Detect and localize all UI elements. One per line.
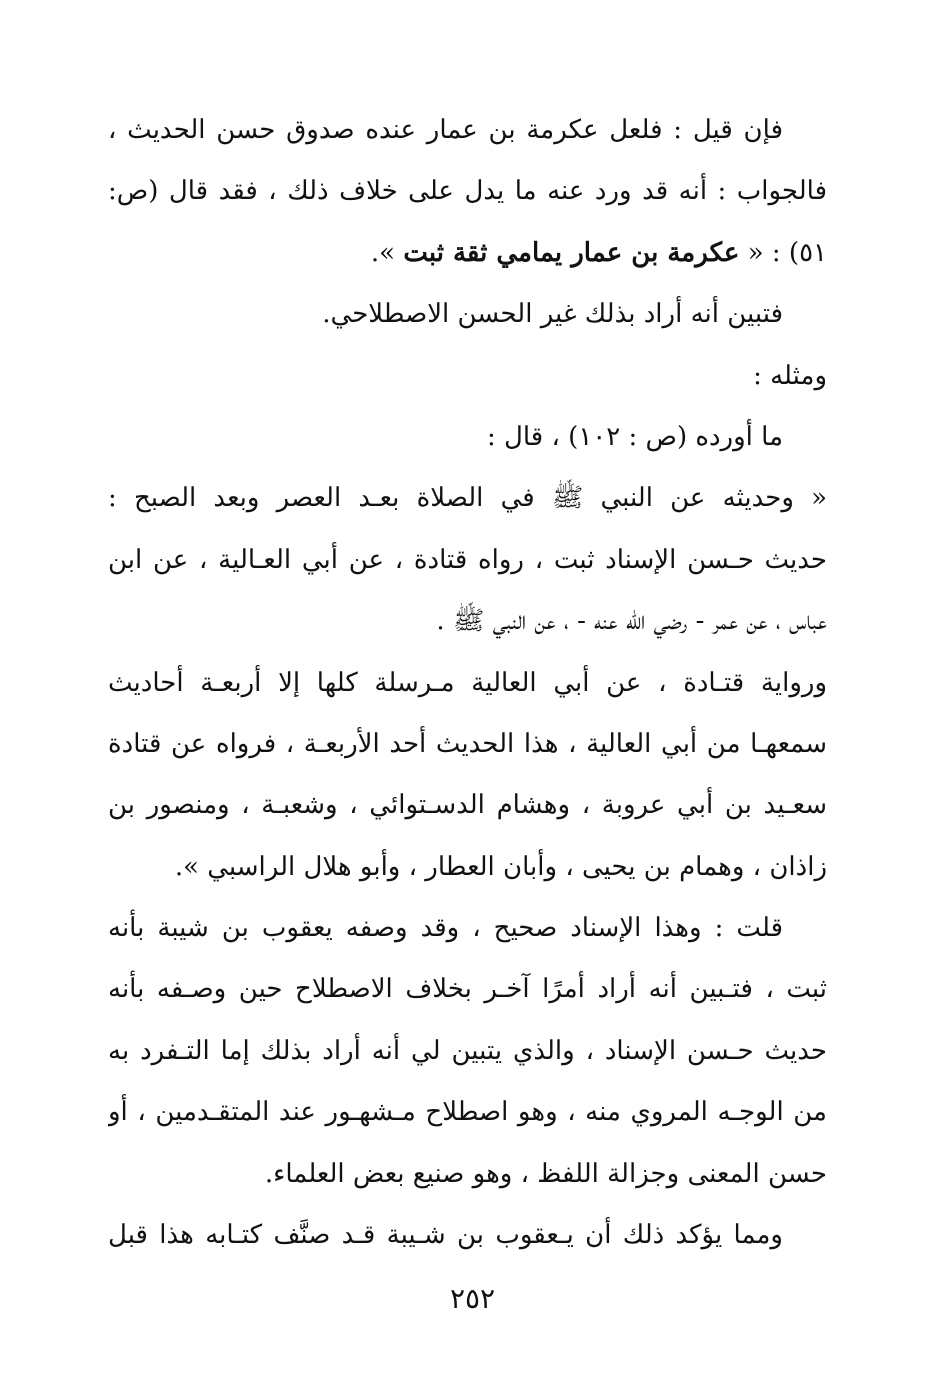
text-line-11: سمعهـا من أبي العالية ، هذا الحديث أحد الأربعـة ، فرواه عن قتادة xyxy=(108,728,827,759)
text-line-15: ثبت ، فتـبين أنه أراد أمرًا آخـر بخلاف الاصطلاح حين وصـفه بأنه xyxy=(108,974,827,1005)
text-line-8: حديث حـسن الإسناد ثبت ، رواه قتادة ، عن أبي العـالية ، عن ابن xyxy=(108,544,827,575)
text-line-2: فالجواب : أنه قد ورد عنه ما يدل على خلاف ذلك ، فقد قال (ص: xyxy=(108,176,827,207)
text-line-1: فإن قيل : فلعل عكرمة بن عمار عنده صدوق حسن الحديث ، xyxy=(108,115,783,145)
body-text xyxy=(108,100,827,1266)
text-line-3-suffix: ». xyxy=(370,237,404,268)
text-line-5: ومثله : xyxy=(753,360,827,391)
text-line-9: عباس ، عن عمر - رضي الله عنه - ، عن النبي ﷺ . xyxy=(436,606,827,637)
text-line-12: سعـيد بن أبي عروبة ، وهشام الدسـتوائي ، وشعبـة ، ومنصور بن xyxy=(108,790,827,821)
text-line-3 xyxy=(108,223,827,284)
text-line-16: حديث حـسن الإسناد ، والذي يتبين لي أنه أراد بذلك إما التـفرد به xyxy=(108,1035,827,1066)
text-line-18: حسن المعنى وجزالة اللفظ ، وهو صنيع بعض العلماء. xyxy=(264,1158,827,1189)
text-line-13: زاذان ، وهمام بن يحيى ، وأبان العطار ، وأبو هلال الراسبي ». xyxy=(174,851,827,882)
text-line-19: ومما يؤكد ذلك أن يـعقوب بن شـيبة قـد صنَّف كتـابه هذا قبل xyxy=(108,1220,783,1251)
text-line-4: فتبين أنه أراد بذلك غير الحسن الاصطلاحي. xyxy=(322,299,783,330)
text-line-14: قلت : وهذا الإسناد صحيح ، وقد وصفه يعقوب بن شيبة بأنه xyxy=(108,913,783,944)
bold-quote: عكرمة بن عمار يمامي ثقة ثبت xyxy=(403,237,740,268)
text-line-17: من الوجـه المروي منه ، وهو اصطلاح مـشهـور عند المتقـدمين ، أو xyxy=(108,1097,827,1128)
text-line-10: ورواية قتـادة ، عن أبي العالية مـرسلة كلها إلا أربعـة أحاديث xyxy=(108,667,827,698)
text-line-6: ما أورده (ص : ١٠٢) ، قال : xyxy=(486,421,783,452)
text-line-3-prefix: ٥١) : « xyxy=(739,237,827,268)
page-number: ٢٥٢ xyxy=(449,1282,496,1315)
text-line-7: « وحديثه عن النبي ﷺ في الصلاة بعـد العصر وبعد الصبح : xyxy=(108,483,827,514)
